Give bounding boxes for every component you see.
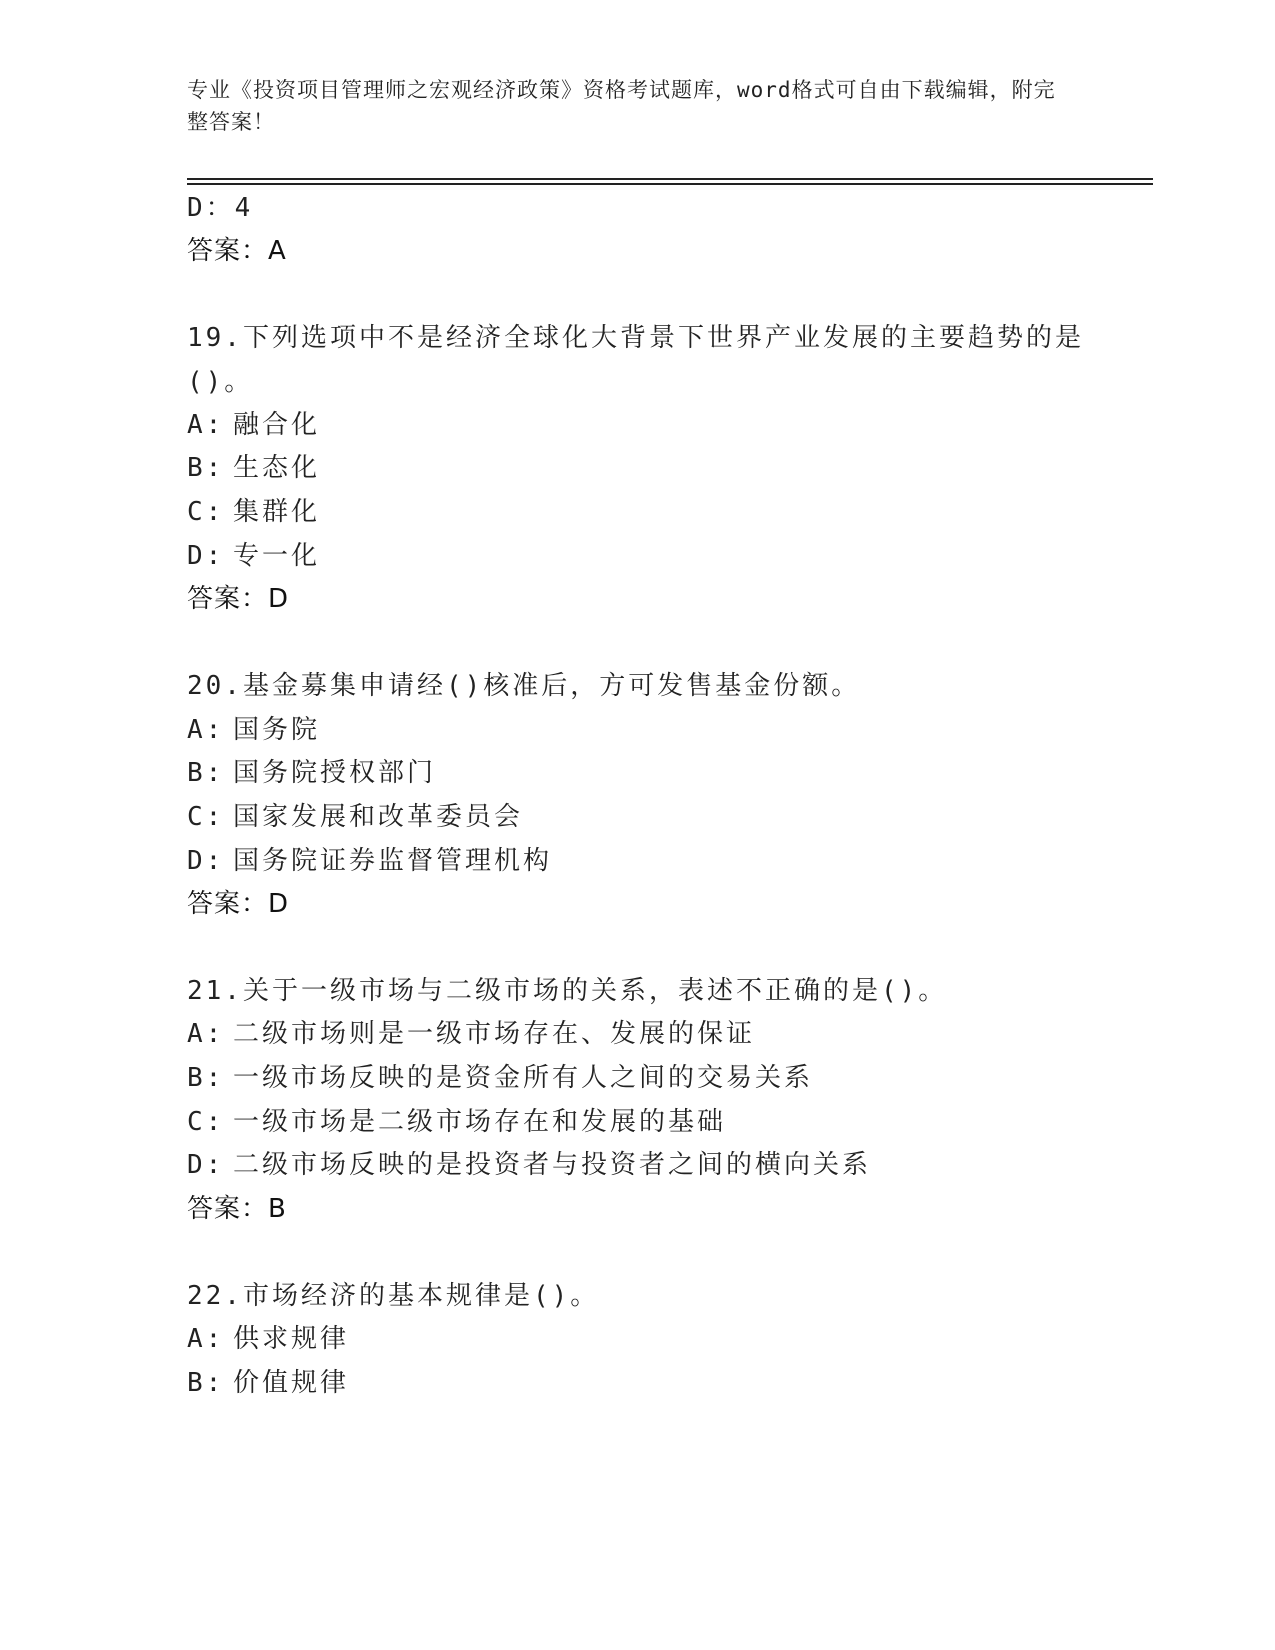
question-21-stem: 21.关于一级市场与二级市场的关系，表述不正确的是()。 xyxy=(187,976,948,1006)
question-19-stem: 19.下列选项中不是经济全球化大背景下世界产业发展的主要趋势的是 xyxy=(187,323,1084,353)
option-label: A: xyxy=(187,1324,225,1354)
option-label: C: xyxy=(187,497,225,527)
question-21-option-c xyxy=(187,1106,726,1138)
question-21-answer: 答案：B xyxy=(187,1194,287,1224)
option-text: 国家发展和改革委员会 xyxy=(233,802,524,832)
option-label: D: xyxy=(187,1150,225,1180)
prev-option-d: D：4 xyxy=(187,193,254,223)
document-header: 专业《投资项目管理师之宏观经济政策》资格考试题库，word格式可自由下载编辑，附完整答案！ xyxy=(187,78,1056,134)
option-text: 一级市场反映的是资金所有人之间的交易关系 xyxy=(233,1063,814,1093)
option-text: 二级市场反映的是投资者与投资者之间的横向关系 xyxy=(233,1150,872,1180)
header-divider-bottom xyxy=(187,183,1153,185)
question-20-option-c xyxy=(187,801,523,833)
option-text: 价值规律 xyxy=(233,1368,350,1398)
question-19-option-c xyxy=(187,496,320,528)
question-19-stem-cont: ()。 xyxy=(187,367,254,397)
option-label: C: xyxy=(187,802,225,832)
prev-answer: 答案：A xyxy=(187,236,287,266)
question-21-option-a xyxy=(187,1018,755,1050)
question-21-option-b xyxy=(187,1062,813,1094)
option-text: 生态化 xyxy=(233,453,321,483)
option-label: B: xyxy=(187,453,225,483)
option-label: A: xyxy=(187,1019,225,1049)
option-label: A: xyxy=(187,715,225,745)
option-label: B: xyxy=(187,1063,225,1093)
question-21-option-d xyxy=(187,1149,871,1181)
option-text: 供求规律 xyxy=(233,1324,350,1354)
question-19-option-d xyxy=(187,540,320,572)
option-text: 集群化 xyxy=(233,497,321,527)
option-text: 国务院证券监督管理机构 xyxy=(233,846,553,876)
option-text: 国务院 xyxy=(233,715,321,745)
option-label: D: xyxy=(187,846,225,876)
question-20-stem: 20.基金募集申请经()核准后，方可发售基金份额。 xyxy=(187,671,861,701)
question-22-option-a xyxy=(187,1323,349,1355)
option-label: A: xyxy=(187,410,225,440)
question-22-option-b xyxy=(187,1367,349,1399)
option-text: 二级市场则是一级市场存在、发展的保证 xyxy=(233,1019,756,1049)
option-label: D: xyxy=(187,541,225,571)
question-19-option-b xyxy=(187,452,320,484)
question-19-option-a xyxy=(187,409,320,441)
question-19-answer: 答案：D xyxy=(187,584,290,614)
option-label: B: xyxy=(187,758,225,788)
option-label: C: xyxy=(187,1107,225,1137)
option-text: 专一化 xyxy=(233,541,321,571)
question-22-stem: 22.市场经济的基本规律是()。 xyxy=(187,1281,600,1311)
question-20-option-a xyxy=(187,714,320,746)
option-label: B: xyxy=(187,1368,225,1398)
question-20-answer: 答案：D xyxy=(187,889,290,919)
option-text: 国务院授权部门 xyxy=(233,758,437,788)
header-divider-top xyxy=(187,178,1153,180)
question-20-option-b xyxy=(187,757,436,789)
option-text: 融合化 xyxy=(233,410,321,440)
question-20-option-d xyxy=(187,845,552,877)
option-text: 一级市场是二级市场存在和发展的基础 xyxy=(233,1107,727,1137)
